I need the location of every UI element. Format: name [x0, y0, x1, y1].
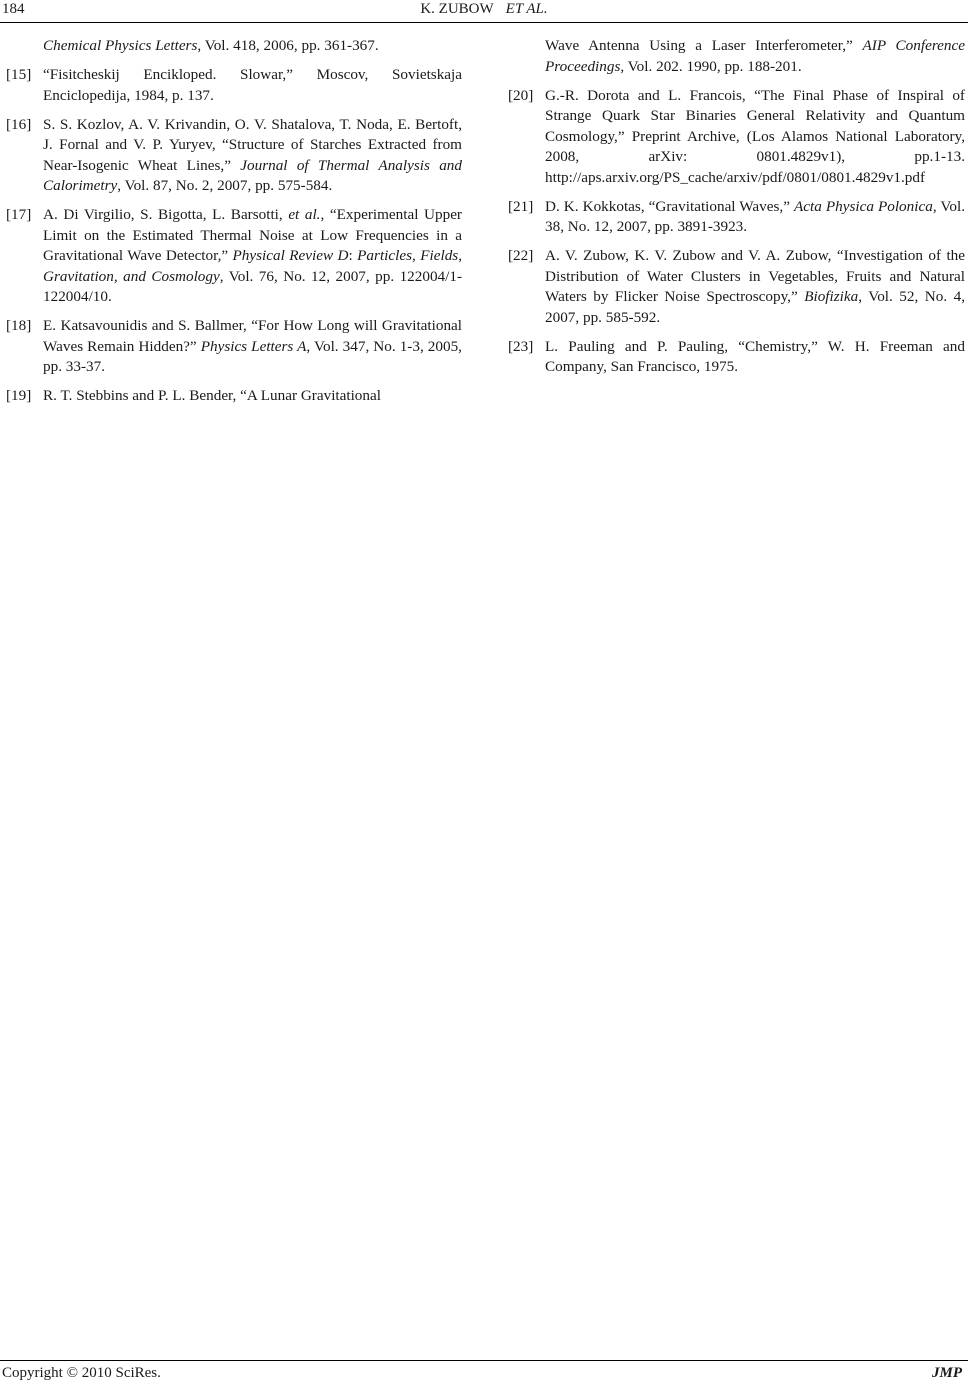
page-footer [0, 1360, 968, 1387]
running-head-author: K. ZUBOW [420, 1, 494, 17]
reference-number: [19] [6, 387, 32, 404]
running-head-et-al: ET AL. [505, 1, 548, 17]
reference-14-continuation: Chemical Physics Letters, Vol. 418, 2006, pp. 361-367. [43, 37, 379, 54]
reference-17: [17] A. Di Virgilio, S. Bigotta, L. Barsotti, et al., “Experimental Upper Limit on the Estimated Thermal Noise at Low Frequencies in a Gravitational Wave Detector,” Physical Review D: Particles, Fields, Gravitation, and Cosmology, Vol. 76, No. 12, 2007, pp. 122004/1-122004/10. [6, 206, 463, 305]
reference-23: [23] L. Pauling and P. Pauling, “Chemistry,” W. H. Freeman and Company, San Francisco, 1975. [508, 337, 965, 375]
reference-21: [21] D. K. Kokkotas, “Gravitational Waves,” Acta Physica Polonica, Vol. 38, No. 12, 2007, pp. 3891-3923. [508, 197, 965, 235]
reference-number: [16] [6, 115, 32, 133]
reference-20: [20] G.-R. Dorota and L. Francois, “The Final Phase of Inspiral of Strange Quark Star Binaries General Relativity and Quantum Cosmology,” Preprint Archive, (Los Alamos National Laboratory, 2008, arXiv: 0801.4829v1), pp.1-13. http://aps.arxiv.org/PS_cache/arxiv/pdf/0801/0801.4829v1.pdf [508, 86, 965, 186]
reference-number: [21] [508, 197, 534, 215]
reference-22: [22] A. V. Zubow, K. V. Zubow and V. A. Zubow, “Investigation of the Distribution of Water Clusters in Vegetables, Fruits and Natural Waters by Flicker Noise Spectroscopy,” Biofizika, Vol. 52, No. 4, 2007, pp. 585-592. [508, 247, 965, 326]
copyright-notice: Copyright © 2010 SciRes. [2, 1365, 161, 1381]
page-number: 184 [2, 1, 25, 17]
journal-abbreviation: JMP [932, 1365, 962, 1381]
reference-number: [18] [6, 317, 32, 334]
reference-number: [15] [6, 66, 32, 83]
reference-19: [19] R. T. Stebbins and P. L. Bender, “A Lunar Gravitational [6, 386, 462, 407]
left-column [6, 36, 462, 415]
running-head [0, 1, 968, 18]
reference-15: [15] “Fisitcheskij Encikloped. Slowar,” Moscov, Sovietskaja Enciclopedija, 1984, p. 137. [6, 66, 462, 104]
reference-number: [22] [508, 247, 534, 264]
reference-number: [17] [6, 206, 32, 223]
reference-19-continuation: Wave Antenna Using a Laser Interferometer,” AIP Conference Proceedings, Vol. 202. 1990, pp. 188-201. [545, 37, 965, 75]
reference-number: [23] [508, 337, 534, 355]
page-header [0, 0, 968, 23]
reference-number: [20] [508, 86, 534, 104]
reference-18: [18] E. Katsavounidis and S. Ballmer, “For How Long will Gravitational Waves Remain Hidden?” Physics Letters A, Vol. 347, No. 1-3, 2005, pp. 33-37. [6, 317, 462, 375]
right-column [508, 36, 965, 386]
reference-16: [16] S. S. Kozlov, A. V. Krivandin, O. V. Shatalova, T. Noda, E. Bertoft, J. Fornal and V. P. Yuryev, “Structure of Starches Extracted from Near-Isogenic Wheat Lines,” Journal of Thermal Analysis and Calorimetry, Vol. 87, No. 2, 2007, pp. 575-584. [6, 115, 462, 194]
